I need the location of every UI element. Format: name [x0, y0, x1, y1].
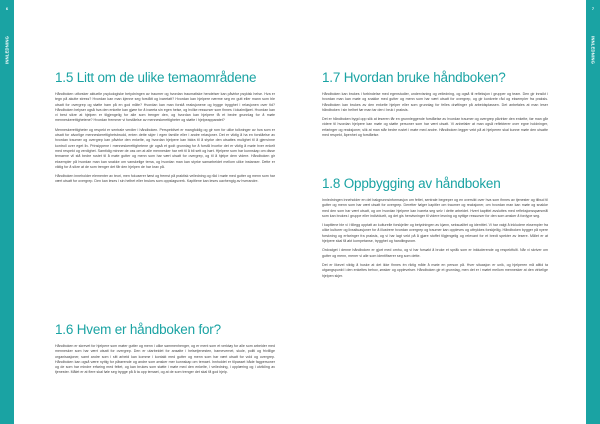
right-page — [300, 0, 600, 424]
paragraph: Håndboken er skrevet for hjelpere som møter gutter og menn i ulike sammenhenger, og er ment som et verktøy for alle som arbeider med mennesker som har vært utsatt for overgrep. Den er utarbeidet for ansatte i helsetjenesten, barnevernet, skole, politi og frivillige organisasjoner, samt andre som i sitt arbeid kan komme i kontakt med gutter og menn som har vært utsatt for vold og overgrep. Håndboken kan også være nyttig for pårørende og andre som ønsker mer kunnskap om temaet. Innholdet er tilpasset både fagpersoner og de som har mindre erfaring med feltet, og kan brukes som støtte i møte med den enkelte, i veiledning, i opplæring og i utvikling av tjenester. Målet er at flere skal føle seg trygge på å ta opp temaet, og at de som trenger det skal få god hjelp. — [55, 344, 275, 375]
section-1-5 — [55, 70, 275, 185]
paragraph: Menneskerettigheter og respekt er sentrale verdier i håndboken. Perspektivet er mangfoldig og gir rom for ulike tolkninger av hva som er utsatt for alvorlige menneskerettighetsbrudd, enten dette skjer i egen familie eller i andre relasjoner. Det er viktig å ha en forståelse av hvordan traumer og overgrep kan påvirke den enkelte, og hvordan hjelpere kan bidra til å styrke den utsattes mulighet til å gjenvinne kontroll over eget liv. Prinsippene i menneskerettighetene gir også et godt grunnlag for å forstå hvorfor det er viktig å møte hver enkelt med respekt og verdighet. Samtidig minner de oss om at alle mennesker har rett til å bli sett og hørt. Hjelpere som har kunnskap om disse temaene vil stå bedre rustet til å møte gutter og menn som har vært utsatt for overgrep, og til å hjelpe dem videre. Håndboken gir eksempler på hvordan man kan snakke om vanskelige tema, og hvordan man kan styrke samarbeidet mellom ulike instanser. Dette er viktig for å sikre at de som trenger det får den hjelpen de har krav på. — [55, 127, 275, 169]
paragraph: Håndboken utforsker aktuelle psykologiske betydningen av traumer og hvordan traumatiske hendelser kan påvirke psykisk helse. Hva er tegn på akutte stress? Hvordan kan man kjenne seg forstått og ivaretatt? Hvordan kan hjelpere nærme seg en gutt eller mann som ble utsatt for overgrep og støtte ham på en god måte? Hvordan kan man forstå reaksjonene og bygge trygghet i relasjonen over tid? Håndboken belyser også hva den enkelte kan gjøre for å ivareta sin egen helse, og hvilke ressurser som finnes i lokalmiljøet. Hvordan kan vi best sikre at hjelpen er tilgjengelig for alle som trenger den, og hvordan kan hjelpere få et bedre grunnlag for å møte menneskerettighetene? Hvordan fremmer vi forståelse av menneskerettigheter og støtte i hjelpeapparatet? — [55, 92, 275, 123]
chapter-tab-label: INNLEDNING — [590, 35, 596, 65]
paragraph: Innledningen inneholder en del bakgrunnsinformasjon om feltet, sentrale begreper og en oversikt over hva som finnes av tjenester og tilbud til gutter og menn som har vært utsatt for overgrep. Deretter følger kapitler om traumer og reaksjoner, om hvordan man kan møte og snakke med den som har vært utsatt, og om hvordan hjelpere kan ivareta seg selv i dette arbeidet. Hvert kapittel avsluttes med refleksjonsspørsmål som kan brukes i gruppe eller individuelt, og det gis henvisninger til videre lesning og nyttige ressurser for den som ønsker å fordype seg. — [322, 198, 548, 218]
page-number: 6 — [5, 6, 9, 11]
paragraph: I kapitlene ble vi i tillegg opptatt av kulturelle forskjeller og betydningen av kjønn, seksualitet og identitet. Vi har valgt å inkludere eksempler fra ulike kulturer og livssituasjoner for å illustrere hvordan overgrep og traumer kan oppleves og uttrykkes forskjellig. Håndboken bygger på nyere forskning og erfaringer fra praksis, og vi har lagt vekt på å gjøre stoffet tilgjengelig og relevant for et bredt spekter av lesere. Målet er at hjelpere skal få økt kompetanse, trygghet og handlingsrom. — [322, 223, 548, 244]
section-heading: 1.6 Hvem er håndboken for? — [55, 322, 221, 337]
paragraph: Ordvalget i denne håndboken er gjort med omhu, og vi har forsøkt å bruke et språk som er inkluderende og respektfullt. Når vi skriver om gutter og menn, mener vi alle som identifiserer seg som dette. — [322, 248, 548, 258]
section-1-8 — [322, 176, 548, 279]
section-heading: 1.8 Oppbygging av håndboken — [322, 176, 501, 191]
paragraph: Det er håndboken bygd opp slik at leseren får en grunnleggende forståelse av hvordan traumer og overgrep påvirker den enkelte, før man går videre til hvordan hjelpere kan møte og støtte personer som har vært utsatt. Vi anbefaler at man også reflekterer over egne holdninger, erfaringer og reaksjoner, slik at man står bedre rustet i møte med andre. Håndboken legger vekt på at hjelperen skal kunne møte den utsatte med respekt, åpenhet og forståelse. — [322, 117, 548, 138]
page-number: 7 — [591, 6, 595, 11]
paragraph: Det er likevel viktig å huske at det ikke finnes én riktig måte å møte en person på. Hver situasjon er unik, og hjelperen må alltid ta utgangspunkt i den enkeltes behov, ønsker og opplevelser. Håndboken gir et grunnlag, men det er i møtet mellom mennesker at den virkelige hjelpen skjer. — [322, 262, 548, 278]
section-heading: 1.7 Hvordan bruke håndboken? — [322, 70, 506, 85]
paragraph: Håndboken inneholder elementer av teori, men fokuserer først og fremst på praktisk veiledning og råd i møte med gutter og menn som har vært utsatt for overgrep. Den kan leses i sin helhet eller brukes som oppslagsverk. Kapitlene kan leses uavhengig av hverandre. — [55, 174, 275, 184]
section-1-6 — [55, 322, 275, 376]
section-heading: 1.5 Litt om de ulike temaområdene — [55, 70, 257, 85]
chapter-tab — [0, 0, 14, 424]
chapter-tab — [586, 0, 600, 424]
chapter-tab-label: INNLEDNING — [4, 35, 10, 65]
paragraph: Håndboken kan brukes i forbindelse med egenstudier, undervisning og veiledning, og også til refleksjon i grupper og team. Den gir innsikt i hvordan man kan møte og snakke med gutter og menn som har vært utsatt for overgrep, og gir konkrete råd og eksempler fra praksis. Håndboken kan brukes av den enkelte hjelper eller som grunnlag for felles drøftinger på arbeidsplassen. Det anbefales at man leser håndboken i sin helhet før man tar den i bruk i praksis. — [322, 92, 548, 112]
section-1-7 — [322, 70, 548, 138]
